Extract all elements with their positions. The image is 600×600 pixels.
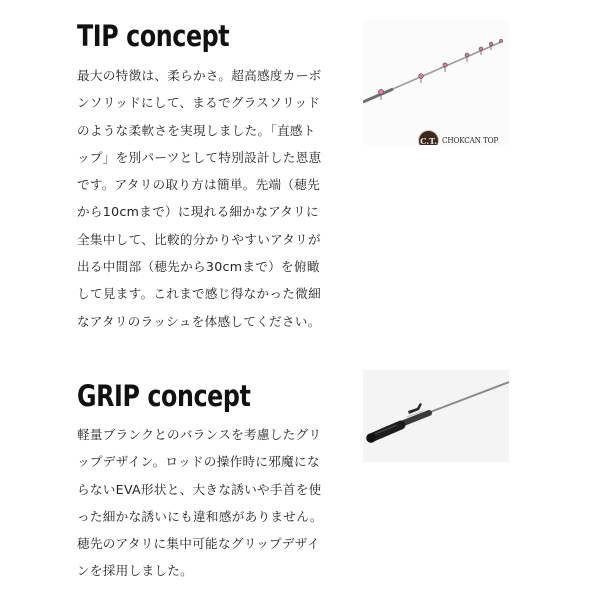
tip-concept-title: TIP concept bbox=[77, 19, 230, 53]
reel-seat bbox=[401, 403, 429, 424]
ct-logo-icon: C.T. bbox=[419, 131, 438, 145]
eva-grip bbox=[373, 425, 401, 437]
grip-rod-image bbox=[363, 370, 509, 462]
rod-grip-illustration bbox=[363, 370, 509, 462]
chokcan-top-badge bbox=[419, 131, 508, 145]
rod-tip-illustration bbox=[363, 20, 509, 145]
rod-guides bbox=[378, 39, 502, 100]
grip-concept-body: 軽量ブランクとのバランスを考慮したグリップデザイン。ロッドの操作時に邪魔にならないEVA形状と、大きな誘いや手首を使った細かな誘いにも違和感がありません。穂先のアタリに集中可能なグリップデザインを採用しました。 bbox=[77, 427, 323, 579]
tip-rod-image bbox=[363, 20, 509, 145]
tip-concept-body: 最大の特徴は、柔らかさ。超高感度カーボンソリッドにして、まるでグラスソリッドのような柔軟さを実現しました。「直感トップ」を別パーツとして特別設計した恩恵です。アタリの取り方は簡単。先端（穂先から10cmまで）に現れる細かなアタリに全集中して、比較的分かりやすいアタリが出る中間部（穂先から30cmまで）を俯瞰して見ます。これまで感じ得なかった微細なアタリのラッシュを体感してください。 bbox=[77, 68, 322, 329]
grip-concept-title: GRIP concept bbox=[77, 379, 251, 413]
chokcan-top-label: CHOKCAN TOP bbox=[442, 135, 499, 145]
rod-butt-section bbox=[363, 89, 393, 102]
butt-cap-icon bbox=[366, 433, 376, 443]
tip-top-icon bbox=[499, 39, 502, 42]
rod-blank-line bbox=[425, 382, 509, 414]
